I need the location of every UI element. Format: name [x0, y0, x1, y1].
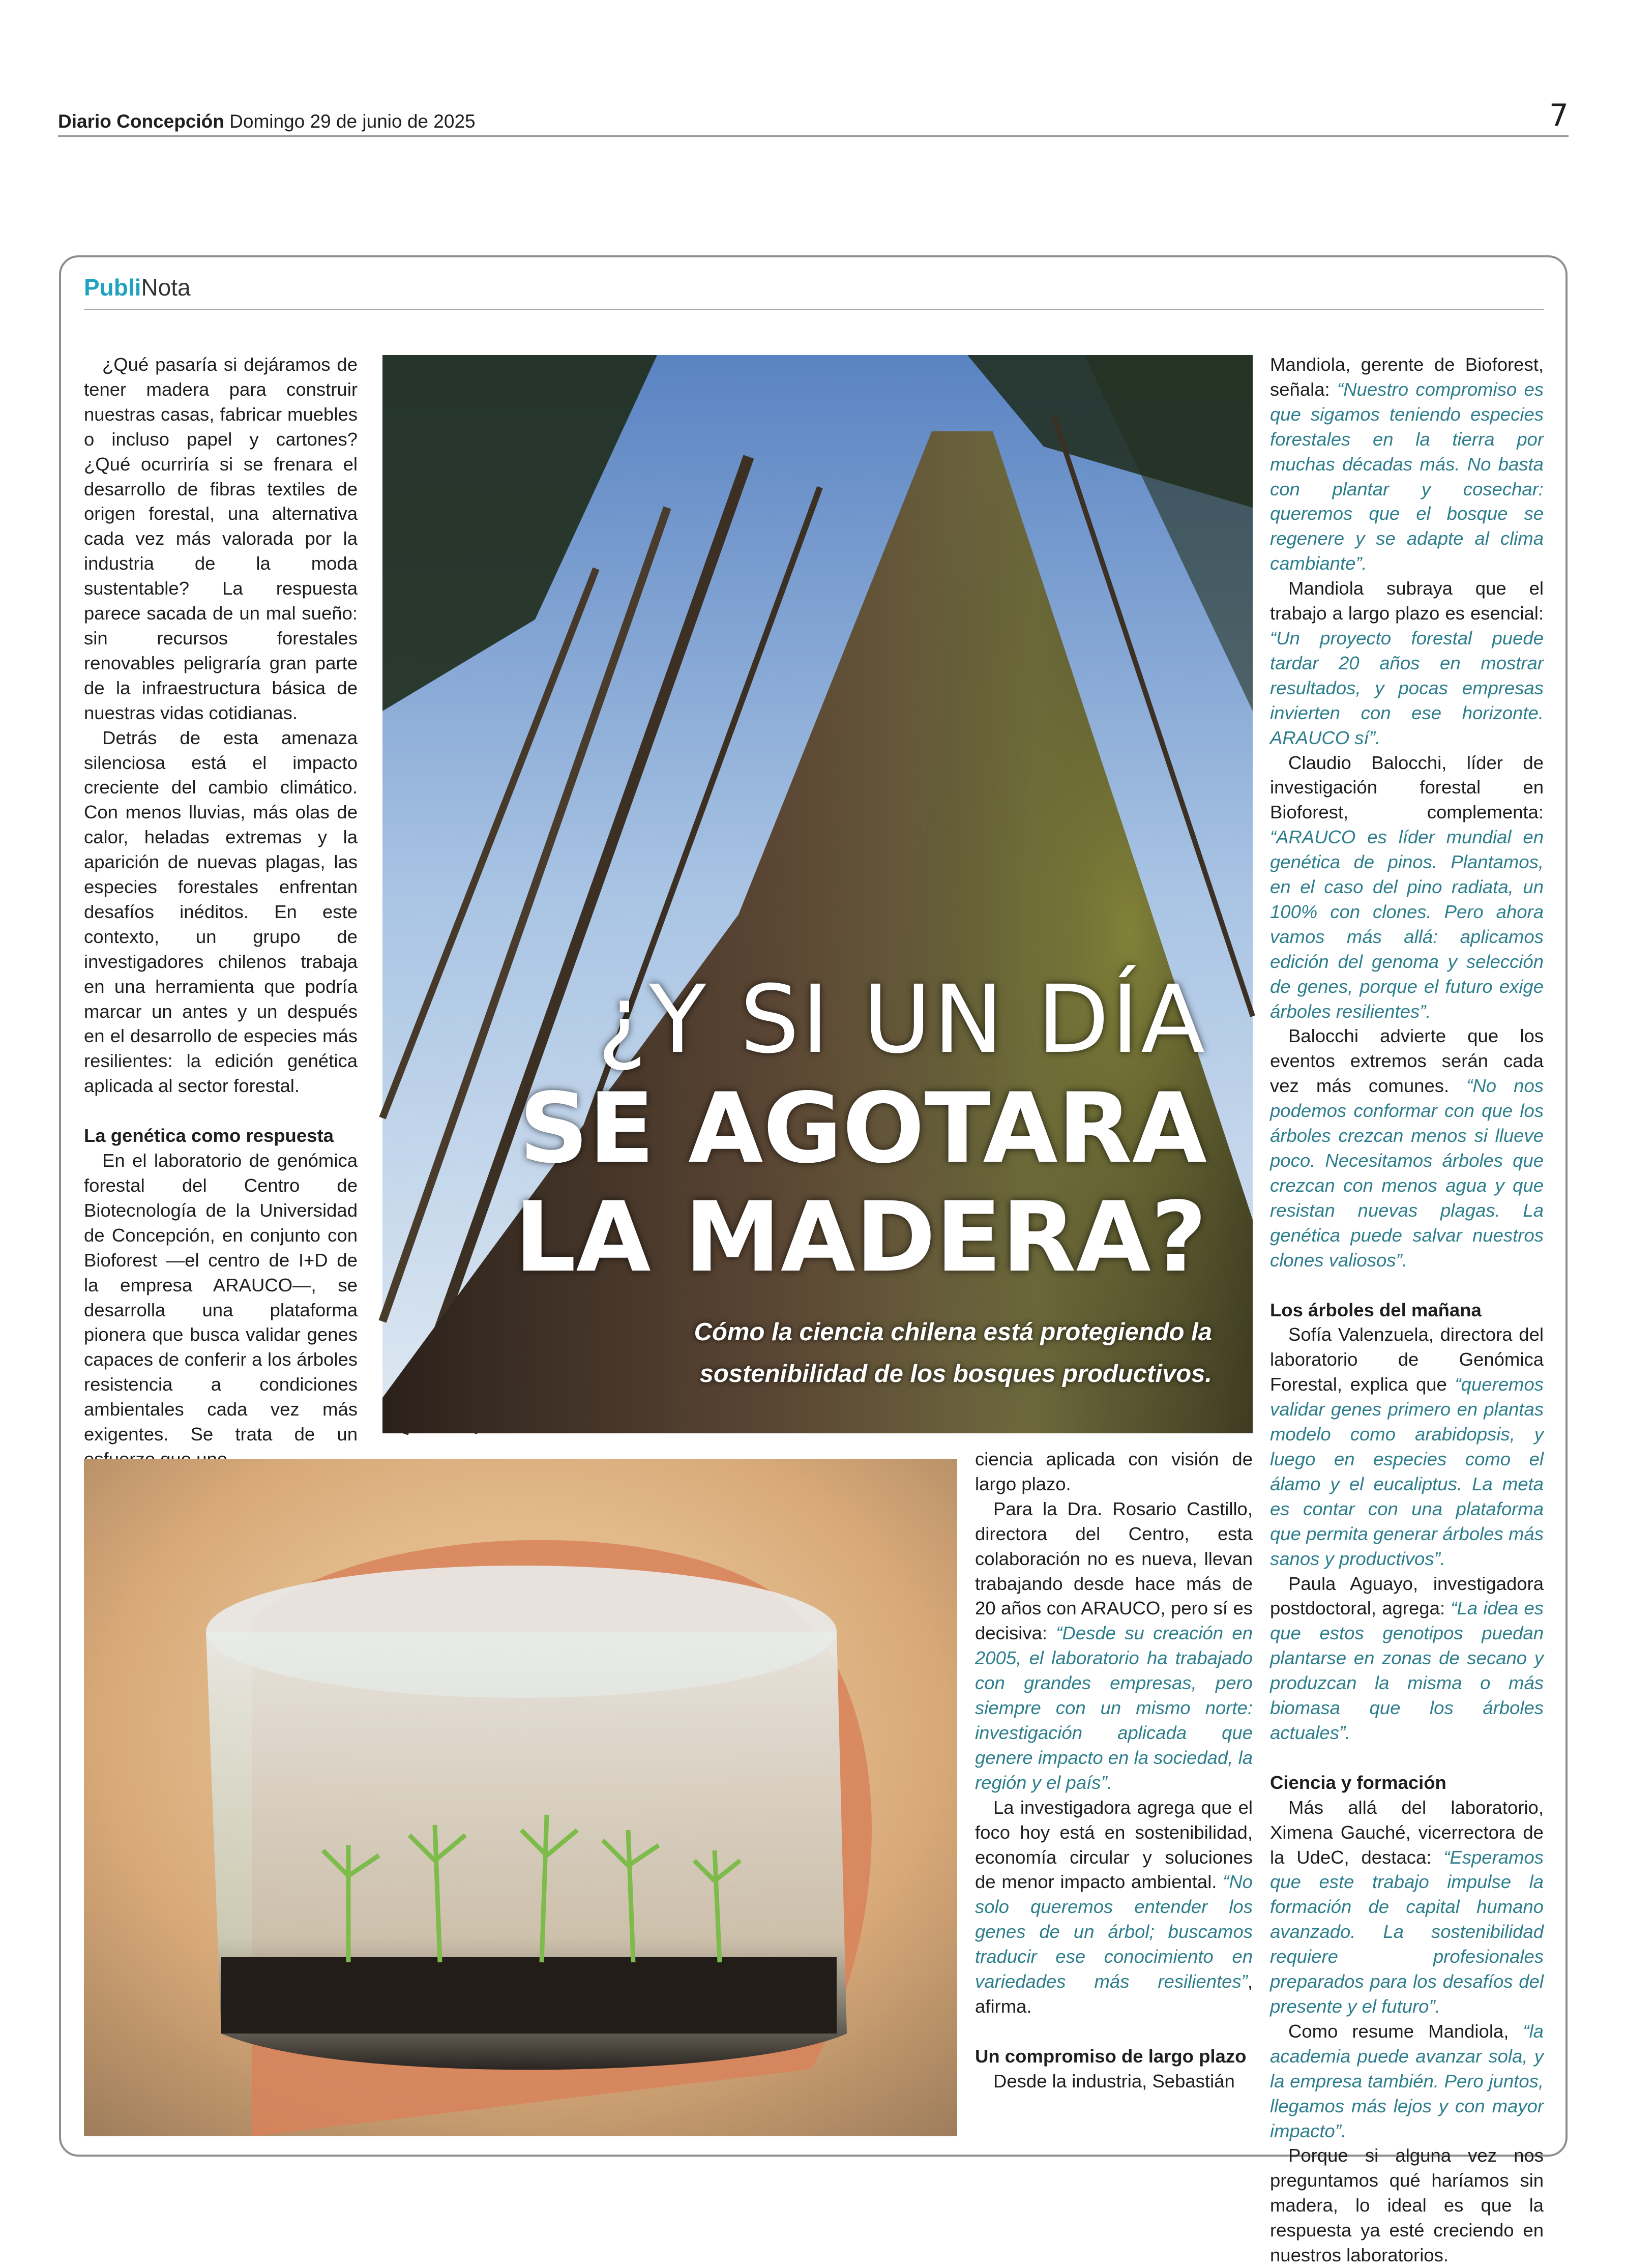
masthead — [58, 100, 1569, 137]
col3-text: Balocchi advierte que los eventos extremos serán cada vez más comunes. — [1270, 1025, 1544, 1097]
col3-paragraph — [1270, 352, 1544, 576]
headline-line-3: LA MADERA? — [514, 1181, 1207, 1293]
quote-castillo: “Desde su creación en 2005, el laboratorio ha trabajado con grandes empresas, pero siempre con un mismo norte: investigación aplicada que genere impacto en la sociedad, la región y el país”. — [975, 1623, 1253, 1793]
col1-paragraph: En el laboratorio de genómica forestal del Centro de Biotecnología de la Universidad de Concepción, en conjunto con Bioforest —el centro de I+D de la empresa ARAUCO—, se desarrolla una plataforma pionera que busca validar genes capaces de conferir a los árboles resistencia a condiciones ambientales cada vez más exigentes. Se trata de un — [84, 1150, 358, 1445]
col2-text: La investigadora agrega que el foco hoy está en sostenibilidad, economía circular y soluciones de menor impacto ambiental. — [975, 1796, 1253, 1893]
col1-paragraph: ¿Qué pasaría si dejáramos de tener madera para construir nuestras casas, fabricar muebles o incluso papel y cartones? ¿Qué ocurriría si se frenara el desarrollo de fibras textiles de origen forestal, una alternativa cada vez más valorada por la industria de la moda sustentable? La respuesta parece sacada de un mal sueño: sin recursos forestales renovables peligraría gran parte de la infraestructura básica de nuestras vidas cotidianas. — [84, 354, 358, 723]
col2-paragraph — [975, 1795, 1253, 2019]
quote-balocchi-2: “No nos podemos conformar con que los árboles crezcan menos si llueve poco. Necesitamos árboles que crezcan con menos agua y que resistan nuevas plagas. La genética puede salvar nuestros clones valiosos”. — [1270, 1075, 1544, 1271]
jar-seedlings-photo — [84, 1459, 957, 2136]
quote-aguayo: “La idea es que estos genotipos puedan plantarse en zonas de secano y produzcan la misma o más biomasa que los árboles actuales”. — [1270, 1598, 1544, 1743]
col3-paragraph — [1270, 2019, 1544, 2144]
col3-text: Como resume Mandiola, — [1288, 2020, 1523, 2042]
col2-text: Para la Dra. Rosario Castillo, directora del Centro, esta colaboración no es nueva, llevan trabajando desde hace más de 20 años con ARAUCO, pero sí es decisiva: — [975, 1498, 1253, 1644]
quote-gauche: “Esperamos que este trabajo impulse la formación de capital humano avanzado. La sostenibilidad requiere profesionales preparados para los desafíos del presente y el futuro”. — [1270, 1846, 1544, 2017]
hand-holding-jar-photo — [84, 1459, 957, 2136]
page-number: 7 — [1549, 98, 1569, 133]
col3-paragraph — [1270, 1322, 1544, 1571]
col3-text: Claudio Balocchi, líder de investigación forestal en Bioforest, complementa: — [1270, 752, 1544, 823]
masthead-title — [58, 111, 476, 132]
col3-text: Mandiola, gerente de Bioforest, señala: — [1270, 354, 1544, 400]
quote-balocchi: “ARAUCO es líder mundial en genética de pinos. Plantamos, en el caso del pino radiata, un 100% con clones. Pero ahora vamos más allá: aplicamos edición del genoma y selección de genes, porque el futuro exige árboles resilientes”. — [1270, 827, 1544, 1022]
quote-castillo-2: “No solo queremos entender los genes de un árbol; buscamos traducir ese conocimiento en variedades más resilientes” — [975, 1871, 1253, 1992]
col2-paragraph: Desde la industria, Sebastián — [993, 2070, 1235, 2092]
column-2 — [975, 1447, 1253, 2139]
col3-text: Mandiola subraya que el trabajo a largo plazo es esencial: — [1270, 578, 1544, 624]
paper-name: Diario Concepción — [58, 111, 224, 132]
col2-paragraph — [975, 1497, 1253, 1795]
col2-text: , afirma. — [975, 1971, 1253, 2017]
col2-paragraph: ciencia aplicada con visión de largo plazo. — [975, 1449, 1253, 1494]
col1-paragraph: Detrás de esta amenaza silenciosa está el impacto creciente del cambio climático. Con menos lluvias, más olas de calor, heladas extremas y la aparición de nuevas plagas, las especies forestales enfrentan desafíos inéditos. En este contexto, un grupo de investigadores chilenos trabaja en una herramienta que podría marcar un antes y un después en el desarrollo de especies más resilientes: la edición genética aplicada al sector forestal. — [84, 727, 358, 1097]
col3-paragraph — [1270, 1572, 1544, 1746]
section-tag-nota: Nota — [141, 274, 191, 301]
quote-valenzuela: “queremos validar genes primero en plantas modelo como arabidopsis, y luego en especies como el álamo y el eucaliptus. La meta es contar con una plataforma que permita generar árboles más sanos y productivos”. — [1270, 1374, 1544, 1569]
headline — [515, 965, 1207, 1292]
section-tag-publi: Publi — [84, 274, 141, 301]
section-tag — [84, 274, 191, 301]
hero-image — [382, 355, 1253, 1433]
col3-text: Sofía Valenzuela, directora del laboratorio de Genómica Forestal, explica que — [1270, 1324, 1544, 1395]
issue-date: Domingo 29 de junio de 2025 — [229, 111, 476, 132]
col3-paragraph — [1270, 1795, 1544, 2019]
quote-mandiola-2: “Un proyecto forestal puede tardar 20 años en mostrar resultados, y pocas empresas invierten con ese horizonte. ARAUCO sí”. — [1270, 627, 1544, 748]
column-3 — [1270, 352, 1544, 2266]
col3-text: Más allá del laboratorio, Ximena Gauché, vicerrectora de la UdeC, destaca: — [1270, 1796, 1544, 1868]
col3-text: Paula Aguayo, investigadora postdoctoral, agrega: — [1270, 1573, 1544, 1619]
quote-mandiola: “Nuestro compromiso es que sigamos teniendo especies forestales en la tierra por muchas décadas más. No basta con plantar y cosechar: queremos que el bosque se regenere y se adapte al clima cambiante”. — [1270, 378, 1544, 574]
headline-line-2: SE AGOTARA — [519, 1072, 1207, 1185]
section-rule — [84, 309, 1544, 310]
quote-mandiola-3: “la academia puede avanzar sola, y la empresa también. Pero juntos, llegamos más lejos y con mayor impacto”. — [1270, 2020, 1544, 2141]
subheading-arboles: Los árboles del mañana — [1270, 1299, 1482, 1320]
headline-subtitle: Cómo la ciencia chilena está protegiendo la sostenibilidad de los bosques productivos. — [694, 1318, 1212, 1388]
subheading-ciencia: Ciencia y formación — [1270, 1772, 1446, 1793]
col3-paragraph — [1270, 576, 1544, 750]
column-1 — [84, 352, 358, 1445]
col3-paragraph — [1270, 751, 1544, 1024]
headline-line-1: ¿Y SI UN DÍA — [597, 965, 1207, 1074]
subheading-genetica: La genética como respuesta — [84, 1125, 334, 1146]
subheading-compromiso: Un compromiso de largo plazo — [975, 2045, 1247, 2067]
col3-paragraph — [1270, 1024, 1544, 1273]
col3-paragraph: Porque si alguna vez nos preguntamos qué haríamos sin madera, lo ideal es que la respuesta ya esté creciendo en nuestros laboratorios. — [1270, 2145, 1544, 2266]
